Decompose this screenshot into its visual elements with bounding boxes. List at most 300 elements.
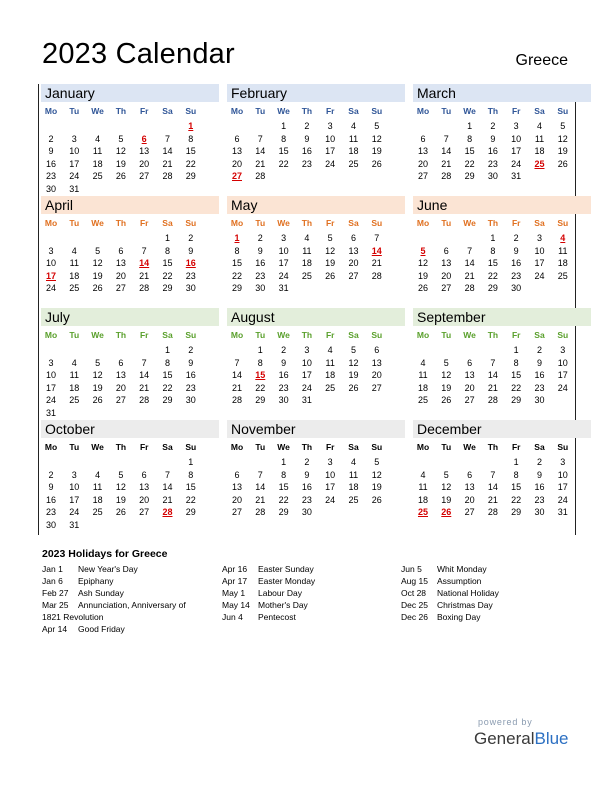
calendar-day: 18 <box>557 258 568 269</box>
calendar-day: 12 <box>557 133 568 144</box>
calendar-day: 14 <box>139 370 150 381</box>
weekday-label: Su <box>371 218 383 228</box>
calendar-day: 1 <box>188 457 194 467</box>
calendar-day: 11 <box>325 357 335 368</box>
month-name: April <box>45 197 74 213</box>
country-label: Greece <box>515 52 568 69</box>
calendar-day: 3 <box>560 345 566 355</box>
calendar-day: 30 <box>278 395 289 406</box>
calendar-day: 5 <box>560 121 566 131</box>
calendar-day: 11 <box>92 146 103 157</box>
calendar-day: 31 <box>301 395 312 406</box>
month-header <box>227 196 405 214</box>
month-header <box>227 420 405 438</box>
calendar-day: 3 <box>327 457 333 467</box>
holiday-day: 27 <box>231 171 242 182</box>
holiday-day: 5 <box>420 245 426 256</box>
calendar-day: 20 <box>139 494 150 505</box>
calendar-day: 25 <box>92 171 103 182</box>
calendar-day: 10 <box>278 245 289 256</box>
weekday-label: Fr <box>511 218 521 228</box>
calendar-day: 24 <box>325 158 336 169</box>
calendar-day: 13 <box>139 482 150 493</box>
calendar-day: 5 <box>443 469 449 480</box>
calendar-day: 12 <box>115 482 126 493</box>
calendar-day: 8 <box>188 469 194 480</box>
calendar-day: 10 <box>557 469 568 480</box>
holiday-name: Labour Day <box>258 588 302 598</box>
weekday-label: Sa <box>162 442 173 452</box>
calendar-day: 20 <box>441 270 452 281</box>
calendar-day: 12 <box>325 245 336 256</box>
calendar-day: 1 <box>513 345 519 355</box>
calendar-day: 20 <box>371 370 382 381</box>
calendar-day: 17 <box>325 146 336 157</box>
calendar-day: 5 <box>374 457 380 467</box>
calendar-day: 29 <box>231 283 242 294</box>
holiday-name: Ash Sunday <box>78 588 124 598</box>
calendar-day: 17 <box>534 258 545 269</box>
holiday-name: Pentecost <box>258 612 296 622</box>
weekday-label: Mo <box>416 330 430 340</box>
holiday-date: Oct 28 <box>401 588 427 598</box>
calendar-day: 10 <box>301 357 312 368</box>
holiday-date: May 14 <box>222 600 250 610</box>
calendar-day: 16 <box>185 370 196 381</box>
calendar-day: 24 <box>45 395 56 406</box>
calendar-day: 18 <box>348 482 359 493</box>
calendar-day: 8 <box>467 133 473 144</box>
calendar-day: 15 <box>278 146 289 157</box>
calendar-day: 22 <box>487 270 498 281</box>
weekday-label: Tu <box>255 106 266 116</box>
calendar-day: 24 <box>69 171 80 182</box>
holiday-day: 6 <box>141 133 147 144</box>
calendar-day: 25 <box>417 395 428 406</box>
calendar-day: 8 <box>490 245 496 256</box>
weekday-label: We <box>277 218 290 228</box>
calendar-day: 26 <box>115 171 126 182</box>
calendar-day: 8 <box>281 133 287 144</box>
month-name: June <box>417 197 448 213</box>
holiday-item <box>42 623 197 635</box>
month-july <box>40 308 220 420</box>
holiday-date: Aug 15 <box>401 576 428 586</box>
calendar-day: 19 <box>348 370 359 381</box>
calendar-day: 30 <box>534 507 545 518</box>
calendar-day: 22 <box>231 270 242 281</box>
weekday-label: We <box>277 330 290 340</box>
calendar-day: 18 <box>417 382 428 393</box>
weekday-label: Mo <box>230 442 244 452</box>
calendar-day: 16 <box>255 258 266 269</box>
weekday-label: Tu <box>441 106 452 116</box>
calendar-day: 6 <box>234 469 240 480</box>
calendar-day: 18 <box>301 258 312 269</box>
calendar-day: 9 <box>536 357 542 368</box>
weekday-label: Sa <box>534 330 545 340</box>
weekday-label: Su <box>557 442 569 452</box>
calendar-day: 9 <box>536 469 542 480</box>
calendar-day: 24 <box>511 158 522 169</box>
calendar-day: 7 <box>257 133 263 144</box>
weekday-label: Sa <box>162 106 173 116</box>
calendar-day: 11 <box>92 482 103 493</box>
weekday-label: Th <box>301 106 313 116</box>
weekday-label: Tu <box>69 442 80 452</box>
weekday-label: Su <box>557 330 569 340</box>
weekday-label: Sa <box>348 218 359 228</box>
calendar-day: 6 <box>467 357 473 368</box>
brand-logo[interactable] <box>474 729 569 749</box>
month-name: December <box>417 421 482 437</box>
calendar-day: 18 <box>417 494 428 505</box>
calendar-day: 3 <box>560 457 566 467</box>
calendar-day: 29 <box>185 507 196 518</box>
calendar-day: 16 <box>511 258 522 269</box>
calendar-day: 17 <box>325 482 336 493</box>
month-name: January <box>45 85 95 101</box>
calendar-day: 9 <box>281 357 287 368</box>
calendar-day: 21 <box>487 494 498 505</box>
calendar-day: 3 <box>281 233 287 243</box>
holiday-date: Apr 16 <box>222 564 248 574</box>
calendar-day: 10 <box>534 245 545 256</box>
calendar-day: 14 <box>487 482 498 493</box>
calendar-day: 24 <box>557 494 568 505</box>
holiday-name: Easter Sunday <box>258 564 314 574</box>
calendar-day: 1 <box>281 121 287 131</box>
calendar-day: 20 <box>231 494 242 505</box>
weekday-label: Mo <box>416 442 430 452</box>
weekday-label: Sa <box>534 106 545 116</box>
month-december <box>412 420 592 532</box>
calendar-day: 2 <box>536 345 542 355</box>
calendar-day: 5 <box>374 121 380 131</box>
weekday-label: We <box>277 442 290 452</box>
weekday-label: Fr <box>325 218 335 228</box>
calendar-day: 22 <box>255 382 266 393</box>
calendar-day: 26 <box>371 494 382 505</box>
calendar-day: 5 <box>350 345 356 355</box>
month-name: July <box>45 309 70 325</box>
calendar-day: 31 <box>511 171 522 182</box>
calendar-day: 25 <box>348 158 359 169</box>
calendar-day: 15 <box>278 482 289 493</box>
calendar-day: 2 <box>188 233 194 243</box>
calendar-day: 6 <box>118 245 124 256</box>
calendar-day: 11 <box>348 469 359 480</box>
calendar-day: 23 <box>278 382 289 393</box>
holiday-column <box>42 563 197 635</box>
weekday-label: Tu <box>255 218 266 228</box>
holiday-name: Epiphany <box>78 576 114 586</box>
holiday-date: Jan 6 <box>42 576 63 586</box>
holiday-date: May 1 <box>222 588 246 598</box>
weekday-label: Fr <box>511 442 521 452</box>
weekday-label: Su <box>371 442 383 452</box>
calendar-day: 19 <box>417 270 428 281</box>
month-may <box>226 196 406 308</box>
calendar-day: 25 <box>348 494 359 505</box>
weekday-label: Fr <box>325 330 335 340</box>
calendar-day: 8 <box>188 133 194 144</box>
calendar-day: 9 <box>490 133 496 144</box>
calendar-day: 30 <box>45 184 56 194</box>
calendar-day: 17 <box>511 146 522 157</box>
calendar-day: 25 <box>557 270 568 281</box>
calendar-day: 16 <box>487 146 498 157</box>
calendar-day: 1 <box>164 345 170 355</box>
calendar-day: 1 <box>513 457 519 467</box>
holiday-day: 14 <box>371 245 382 256</box>
holiday-day: 1 <box>234 233 240 243</box>
calendar-day: 12 <box>348 357 359 368</box>
calendar-day: 31 <box>278 283 289 294</box>
calendar-day: 28 <box>371 270 382 281</box>
month-header <box>227 308 405 326</box>
month-september <box>412 308 592 420</box>
calendar-day: 16 <box>301 146 312 157</box>
calendar-day: 13 <box>139 146 150 157</box>
weekday-label: Fr <box>325 442 335 452</box>
calendar-day: 21 <box>162 158 173 169</box>
calendar-day: 25 <box>301 270 312 281</box>
calendar-day: 7 <box>467 245 473 256</box>
calendar-day: 8 <box>164 357 170 368</box>
calendar-day: 5 <box>443 357 449 368</box>
calendar-day: 22 <box>278 158 289 169</box>
calendar-day: 1 <box>257 345 263 355</box>
calendar-day: 8 <box>257 357 263 368</box>
calendar-day: 6 <box>141 469 147 480</box>
calendar-day: 15 <box>511 370 522 381</box>
calendar-day: 3 <box>71 469 77 480</box>
calendar-day: 2 <box>490 121 496 131</box>
calendar-day: 20 <box>139 158 150 169</box>
calendar-day: 27 <box>115 395 126 406</box>
calendar-day: 30 <box>487 171 498 182</box>
holiday-name: Assumption <box>437 576 482 586</box>
calendar-day: 13 <box>115 258 126 269</box>
calendar-day: 11 <box>69 370 79 381</box>
holiday-day: 1 <box>188 121 194 131</box>
calendar-day: 28 <box>441 171 452 182</box>
month-header <box>413 196 591 214</box>
weekday-label: Tu <box>69 218 80 228</box>
calendar-day: 13 <box>348 245 359 256</box>
calendar-day: 28 <box>487 395 498 406</box>
calendar-day: 30 <box>185 395 196 406</box>
weekday-label: Mo <box>44 106 58 116</box>
calendar-day: 7 <box>443 133 449 144</box>
calendar-day: 4 <box>420 357 426 368</box>
holiday-day: 14 <box>139 258 150 269</box>
calendar-day: 21 <box>162 494 173 505</box>
calendar-day: 23 <box>301 158 312 169</box>
calendar-day: 19 <box>92 382 103 393</box>
holiday-name: Good Friday <box>78 624 125 634</box>
holiday-date: Apr 17 <box>222 576 248 586</box>
weekday-label: Th <box>301 218 313 228</box>
weekday-label: Fr <box>139 106 149 116</box>
weekday-label: Mo <box>416 218 430 228</box>
month-header <box>413 308 591 326</box>
month-march <box>412 84 592 196</box>
month-header <box>41 196 219 214</box>
calendar-day: 21 <box>231 382 242 393</box>
holiday-name: Annunciation, Anniversary of 1821 Revolution <box>42 600 186 622</box>
weekday-label: We <box>91 106 104 116</box>
weekday-label: Tu <box>255 330 266 340</box>
calendar-day: 6 <box>443 245 449 256</box>
calendar-day: 29 <box>255 395 266 406</box>
calendar-day: 4 <box>71 357 77 368</box>
calendar-day: 4 <box>304 233 310 243</box>
calendar-day: 28 <box>162 171 173 182</box>
calendar-day: 27 <box>139 507 150 518</box>
calendar-day: 26 <box>441 395 452 406</box>
holiday-item <box>42 563 197 575</box>
weekday-label: Sa <box>162 218 173 228</box>
weekday-label: We <box>463 442 476 452</box>
calendar-day: 10 <box>511 133 522 144</box>
holiday-day: 28 <box>162 507 173 518</box>
holidays-title: 2023 Holidays for Greece <box>42 548 168 560</box>
calendar-day: 11 <box>418 482 428 493</box>
month-april <box>40 196 220 308</box>
weekday-label: Fr <box>139 218 149 228</box>
calendar-day: 21 <box>464 270 475 281</box>
calendar-day: 14 <box>464 258 475 269</box>
calendar-day: 22 <box>185 494 196 505</box>
calendar-day: 29 <box>487 283 498 294</box>
calendar-day: 3 <box>304 345 310 355</box>
month-name: August <box>231 309 275 325</box>
calendar-day: 7 <box>141 357 147 368</box>
calendar-day: 10 <box>45 370 56 381</box>
weekday-label: Fr <box>511 106 521 116</box>
weekday-label: Mo <box>44 442 58 452</box>
calendar-day: 7 <box>490 469 496 480</box>
calendar-day: 27 <box>441 283 452 294</box>
calendar-day: 19 <box>371 482 382 493</box>
calendar-day: 7 <box>257 469 263 480</box>
calendar-day: 2 <box>257 233 263 243</box>
month-october <box>40 420 220 532</box>
calendar-day: 30 <box>185 283 196 294</box>
calendar-day: 13 <box>464 482 475 493</box>
month-february <box>226 84 406 196</box>
calendar-day: 19 <box>325 258 336 269</box>
weekday-label: Th <box>301 442 313 452</box>
weekday-label: Su <box>557 218 569 228</box>
calendar-day: 11 <box>69 258 79 269</box>
calendar-day: 30 <box>534 395 545 406</box>
holiday-day: 25 <box>534 158 545 169</box>
calendar-day: 10 <box>557 357 568 368</box>
holiday-name: Boxing Day <box>437 612 481 622</box>
calendar-day: 16 <box>45 494 56 505</box>
calendar-day: 22 <box>162 270 173 281</box>
calendar-day: 13 <box>371 357 382 368</box>
calendar-day: 16 <box>534 370 545 381</box>
calendar-day: 27 <box>231 507 242 518</box>
calendar-day: 8 <box>281 469 287 480</box>
weekday-label: Mo <box>44 330 58 340</box>
calendar-day: 2 <box>304 457 310 467</box>
calendar-day: 8 <box>513 357 519 368</box>
holiday-date: Jun 4 <box>222 612 243 622</box>
calendar-day: 23 <box>45 507 56 518</box>
calendar-day: 17 <box>69 494 80 505</box>
calendar-day: 26 <box>557 158 568 169</box>
calendar-day: 23 <box>534 494 545 505</box>
holiday-day: 17 <box>45 270 56 281</box>
calendar-day: 4 <box>95 133 101 144</box>
calendar-day: 23 <box>487 158 498 169</box>
calendar-day: 18 <box>348 146 359 157</box>
calendar-day: 1 <box>467 121 473 131</box>
calendar-day: 26 <box>325 270 336 281</box>
calendar-day: 16 <box>534 482 545 493</box>
calendar-day: 28 <box>464 283 475 294</box>
calendar-day: 29 <box>162 395 173 406</box>
calendar-day: 9 <box>188 245 194 256</box>
calendar-day: 28 <box>139 395 150 406</box>
holiday-day: 25 <box>417 507 428 518</box>
calendar-day: 19 <box>115 158 126 169</box>
calendar-day: 9 <box>304 469 310 480</box>
calendar-day: 31 <box>69 520 80 530</box>
calendar-day: 27 <box>348 270 359 281</box>
calendar-day: 11 <box>534 133 545 144</box>
calendar-grid <box>38 84 576 535</box>
calendar-day: 23 <box>185 382 196 393</box>
calendar-day: 4 <box>71 245 77 256</box>
calendar-day: 14 <box>255 482 266 493</box>
calendar-day: 13 <box>115 370 126 381</box>
calendar-day: 15 <box>185 146 196 157</box>
calendar-day: 14 <box>255 146 266 157</box>
calendar-day: 26 <box>348 382 359 393</box>
holiday-date: Mar 25 <box>42 600 69 610</box>
month-header <box>227 84 405 102</box>
weekday-label: Su <box>185 442 197 452</box>
calendar-day: 3 <box>513 121 519 131</box>
weekday-label: Su <box>371 106 383 116</box>
calendar-day: 1 <box>281 457 287 467</box>
holiday-name: Christmas Day <box>437 600 493 610</box>
weekday-label: Sa <box>534 218 545 228</box>
holiday-date: Jan 1 <box>42 564 63 574</box>
calendar-day: 13 <box>417 146 428 157</box>
calendar-day: 2 <box>48 133 54 144</box>
holiday-date: Dec 25 <box>401 600 428 610</box>
weekday-label: Su <box>185 218 197 228</box>
calendar-day: 17 <box>45 382 56 393</box>
calendar-day: 3 <box>327 121 333 131</box>
calendar-day: 27 <box>417 171 428 182</box>
weekday-label: Th <box>115 330 127 340</box>
calendar-day: 12 <box>441 482 452 493</box>
calendar-day: 17 <box>557 482 568 493</box>
weekday-label: Mo <box>230 106 244 116</box>
calendar-day: 9 <box>257 245 263 256</box>
calendar-day: 2 <box>304 121 310 131</box>
calendar-day: 28 <box>487 507 498 518</box>
calendar-day: 18 <box>92 494 103 505</box>
